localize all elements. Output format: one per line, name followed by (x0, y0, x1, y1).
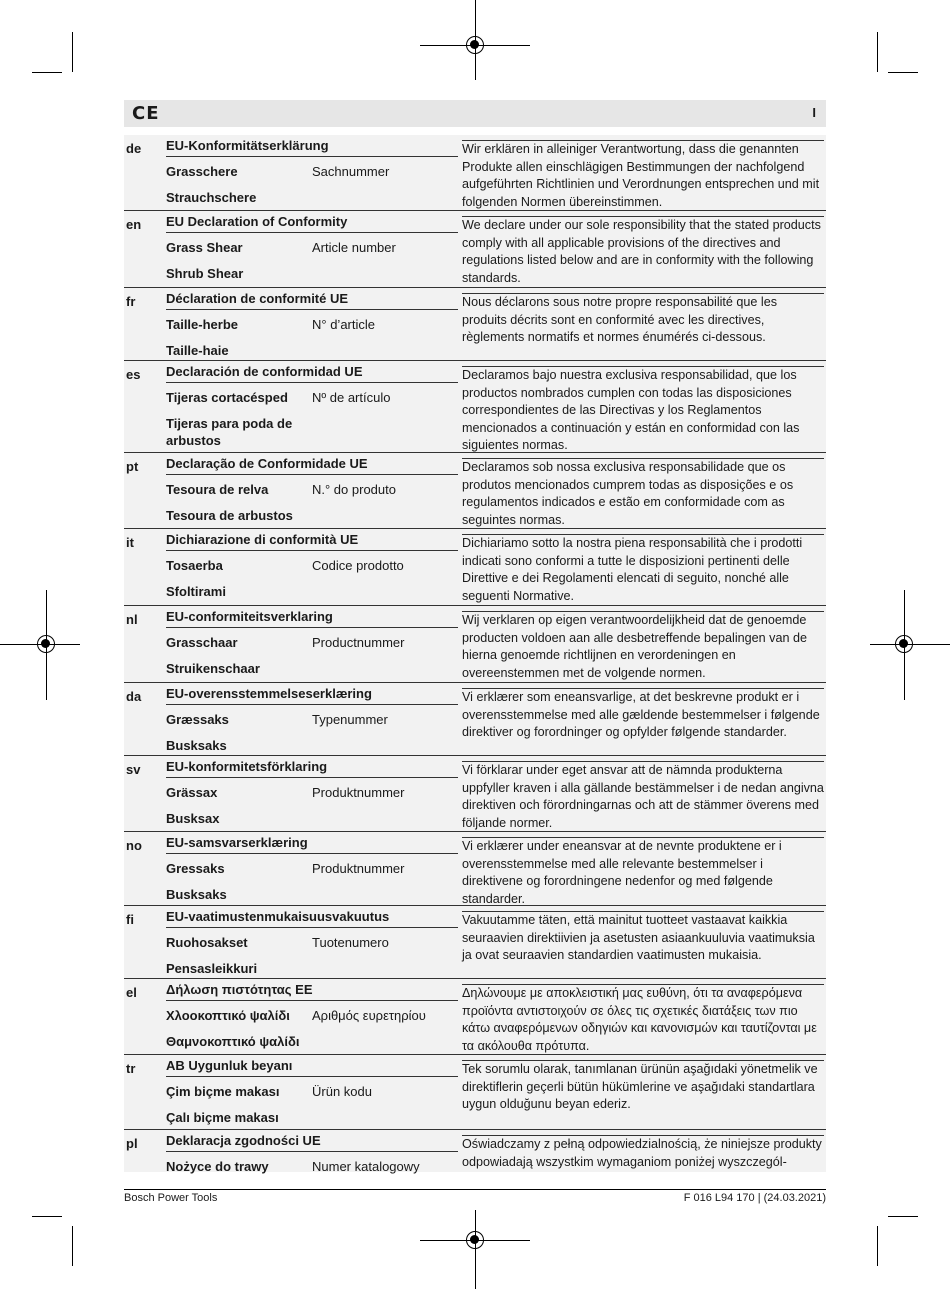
product-name-2: Struikenschaar (166, 661, 260, 676)
product-name-2: Strauchschere (166, 190, 257, 205)
product-name-2: Pensasleikkuri (166, 961, 258, 976)
product-line (166, 239, 458, 256)
language-code: da (126, 689, 142, 704)
footer-doc-id: F 016 L94 170 | (24.03.2021) (683, 1192, 826, 1204)
article-number-label: Produktnummer (312, 785, 405, 800)
declaration-title: AB Uygunluk beyanı (166, 1057, 458, 1077)
product-name-2: Tesoura de arbustos (166, 508, 293, 523)
declaration-statement: We declare under our sole responsibility that the stated products comply with all applicable provisions of the directives and regulations listed below and are in conformity with the following standards. (462, 216, 824, 287)
declaration-title: Δήλωση πιστότητας ΕΕ (166, 981, 458, 1001)
product-name-1: Grasschaar (166, 635, 238, 650)
crop-mark-bl-h (32, 1216, 62, 1217)
declaration-title: Declaración de conformidad UE (166, 363, 458, 383)
product-block (166, 455, 458, 524)
article-number-label: Numer katalogowy (312, 1159, 420, 1174)
language-code: nl (126, 612, 138, 627)
declaration-statement: Wij verklaren op eigen verantwoordelijkheid dat de genoemde producten voldoen aan alle desbetreffende bepalingen van de hierna genoemde richtlijnen en verordeningen en overeenstemmen met de volgende normen. (462, 611, 824, 682)
product-block (166, 137, 458, 206)
declaration-statement: Vi erklærer som eneansvarlige, at det beskrevne produkt er i overensstemmelse med alle gældende bestemmelser i følgende direktiver og forordninger og opfylder følgende standarder. (462, 688, 824, 742)
declaration-row (124, 832, 826, 906)
product-name-1: Grasschere (166, 164, 238, 179)
declaration-title: EU-vaatimustenmukaisuusvakuutus (166, 908, 458, 928)
product-name-2: Taille-haie (166, 343, 229, 358)
language-code: pl (126, 1136, 138, 1151)
product-block (166, 981, 458, 1050)
product-name-2: Θαμνοκοπτικό ψαλίδι (166, 1034, 300, 1049)
declaration-row (124, 1055, 826, 1130)
product-name-1: Tijeras cortacésped (166, 390, 288, 405)
declaration-statement: Declaramos bajo nuestra exclusiva responsabilidad, que los productos nombrados cumplen con todas las disposiciones correspondientes de las Directivas y los Reglamentos mencionados a continuación y están en conformidad con las siguientes normas. (462, 366, 824, 455)
article-number-label: Productnummer (312, 635, 405, 650)
page-section-label: I (812, 105, 816, 120)
product-block (166, 363, 458, 449)
product-name-1: Tosaerba (166, 558, 223, 573)
declaration-table (124, 135, 826, 1172)
declaration-title: EU-overensstemmelseserklæring (166, 685, 458, 705)
product-line (166, 481, 458, 498)
language-code: it (126, 535, 134, 550)
language-code: sv (126, 762, 141, 777)
declaration-title: Déclaration de conformité UE (166, 290, 458, 310)
product-name-1: Çim biçme makası (166, 1084, 280, 1099)
crop-mark-bl-v (72, 1226, 73, 1266)
article-number-label: N° d’article (312, 317, 375, 332)
ce-mark-icon: CE (132, 103, 160, 124)
product-line (166, 389, 458, 406)
declaration-title: Dichiarazione di conformità UE (166, 531, 458, 551)
declaration-row (124, 756, 826, 832)
product-line (166, 1007, 458, 1024)
product-block (166, 290, 458, 359)
crop-mark-tl-v (72, 32, 73, 72)
declaration-row (124, 529, 826, 606)
article-number-label: Typenummer (312, 712, 388, 727)
crop-mark-br-h (888, 1216, 918, 1217)
footer-divider (124, 1189, 826, 1190)
declaration-statement: Nous déclarons sous notre propre responsabilité que les produits décrits sont en conformité avec les directives, règlements normatifs et normes énumérés ci-dessous. (462, 293, 824, 347)
product-name-2: Çalı biçme makası (166, 1110, 279, 1125)
declaration-row (124, 135, 826, 211)
declaration-row (124, 1130, 826, 1172)
declaration-title: Declaração de Conformidade UE (166, 455, 458, 475)
declaration-row (124, 288, 826, 361)
registration-mark-bottom-icon (466, 1231, 484, 1249)
declaration-row (124, 211, 826, 288)
product-line (166, 634, 458, 651)
product-line (166, 1083, 458, 1100)
declaration-statement: Declaramos sob nossa exclusiva responsabilidade que os produtos mencionados cumprem todas as disposições e os regulamentos indicados e estão em conformidade com as seguintes normas. (462, 458, 824, 529)
product-line (166, 1158, 458, 1175)
product-name-2: Sfoltirami (166, 584, 226, 599)
product-name-1: Ruohosakset (166, 935, 248, 950)
language-code: en (126, 217, 142, 232)
product-name-1: Taille-herbe (166, 317, 239, 332)
page-header (124, 100, 826, 127)
language-code: de (126, 141, 142, 156)
product-name-1: Tesoura de relva (166, 482, 269, 497)
product-line (166, 784, 458, 801)
registration-mark-left-icon (37, 635, 55, 653)
language-code: fi (126, 912, 134, 927)
product-block (166, 908, 458, 977)
language-code: es (126, 367, 141, 382)
crop-mark-br-v (877, 1226, 878, 1266)
product-name-2: Busksax (166, 811, 220, 826)
article-number-label: Ürün kodu (312, 1084, 372, 1099)
article-number-label: Sachnummer (312, 164, 390, 179)
language-code: el (126, 985, 137, 1000)
product-name-2: Busksaks (166, 887, 227, 902)
language-code: fr (126, 294, 136, 309)
crop-mark-tr-v (877, 32, 878, 72)
registration-line-bottom-v (475, 1210, 476, 1289)
declaration-statement: Tek sorumlu olarak, tanımlanan ürünün aşağıdaki yönetmelik ve direktiflerin geçerli bütün hükümlerine ve aşağıdaki standartlara uygun olduğunu beyan ederiz. (462, 1060, 824, 1114)
article-number-label: Produktnummer (312, 861, 405, 876)
article-number-label: Nº de artículo (312, 390, 391, 405)
product-block (166, 1132, 458, 1184)
product-block (166, 213, 458, 282)
product-block (166, 1057, 458, 1126)
declaration-statement: Vi förklarar under eget ansvar att de nämnda produkterna uppfyller kraven i alla gällande bestämmelser i de nedan angivna direktiven och förordningarnas och att de stämmer överens med följande normer. (462, 761, 824, 832)
crop-mark-tl-h (32, 72, 62, 73)
footer-brand: Bosch Power Tools (124, 1192, 218, 1204)
declaration-title: EU-Konformitätserklärung (166, 137, 458, 157)
article-number-label: Αριθμός ευρετηρίου (312, 1008, 426, 1023)
declaration-title: Deklaracja zgodności UE (166, 1132, 458, 1152)
declaration-statement: Wir erklären in alleiniger Verantwortung, dass die genannten Produkte allen einschlägigen Bestimmungen der nachfolgend aufgeführten Richtlinien und Verordnungen entsprechen und mit folgenden Normen übereinstimmen. (462, 140, 824, 211)
product-line (166, 316, 458, 333)
declaration-row (124, 453, 826, 529)
product-line (166, 934, 458, 951)
product-name-1: Χλοοκοπτικό ψαλίδι (166, 1008, 290, 1023)
declaration-row (124, 606, 826, 683)
product-name-1: Grässax (166, 785, 218, 800)
language-code: no (126, 838, 142, 853)
article-number-label: Tuotenumero (312, 935, 389, 950)
language-code: tr (126, 1061, 136, 1076)
registration-mark-top-icon (466, 36, 484, 54)
declaration-statement: Vi erklærer under eneansvar at de nevnte produktene er i overensstemmelse med alle relevante bestemmelser i direktivene og forordningene nedenfor og med følgende standarder. (462, 837, 824, 908)
language-code: pt (126, 459, 139, 474)
product-name-1: Gressaks (166, 861, 225, 876)
article-number-label: N.° do produto (312, 482, 396, 497)
product-block (166, 608, 458, 677)
declaration-title: EU-samsvarserklæring (166, 834, 458, 854)
declaration-title: EU-konformitetsförklaring (166, 758, 458, 778)
declaration-row (124, 979, 826, 1055)
crop-mark-tr-h (888, 72, 918, 73)
product-name-1: Græssaks (166, 712, 229, 727)
product-line (166, 711, 458, 728)
declaration-row (124, 683, 826, 756)
product-line (166, 557, 458, 574)
declaration-row (124, 906, 826, 979)
product-line (166, 860, 458, 877)
product-name-2: Busksaks (166, 738, 227, 753)
article-number-label: Codice prodotto (312, 558, 404, 573)
product-line (166, 163, 458, 180)
article-number-label: Article number (312, 240, 396, 255)
registration-mark-right-icon (895, 635, 913, 653)
product-name-1: Nożyce do trawy (166, 1159, 269, 1174)
product-block (166, 834, 458, 903)
declaration-statement: Δηλώνουμε με αποκλειστική μας ευθύνη, ότι τα αναφερόμενα προϊόντα αντιστοιχούν σε όλες τις σχετικές διατάξεις των πιο κάτω αναφερόμενων οδηγιών και κανονισμών και ταυτίζονται με τα ακόλουθα πρότυπα. (462, 984, 824, 1055)
declaration-row (124, 361, 826, 453)
declaration-title: EU Declaration of Conformity (166, 213, 458, 233)
declaration-title: EU-conformiteitsverklaring (166, 608, 458, 628)
declaration-statement: Oświadczamy z pełną odpowiedzialnością, że niniejsze produkty odpowiadają wszystkim wymaganiom poniżej wyszczegól- (462, 1135, 824, 1171)
declaration-statement: Dichiariamo sotto la nostra piena responsabilità che i prodotti indicati sono conformi a tutte le disposizioni pertinenti delle Direttive e dei Regolamenti elencati di seguito, nonché alle seguenti Normative. (462, 534, 824, 605)
declaration-statement: Vakuutamme täten, että mainitut tuotteet vastaavat kaikkia seuraavien direktiivien ja asetusten asiaankuuluvia vaatimuksia ja ovat seuraavien standardien vaatimusten mukaisia. (462, 911, 824, 965)
product-name-1: Grass Shear (166, 240, 243, 255)
product-block (166, 685, 458, 754)
product-block (166, 758, 458, 827)
product-block (166, 531, 458, 600)
product-name-2: Shrub Shear (166, 266, 244, 281)
product-name-2: Tijeras para poda de arbustos (166, 416, 293, 448)
